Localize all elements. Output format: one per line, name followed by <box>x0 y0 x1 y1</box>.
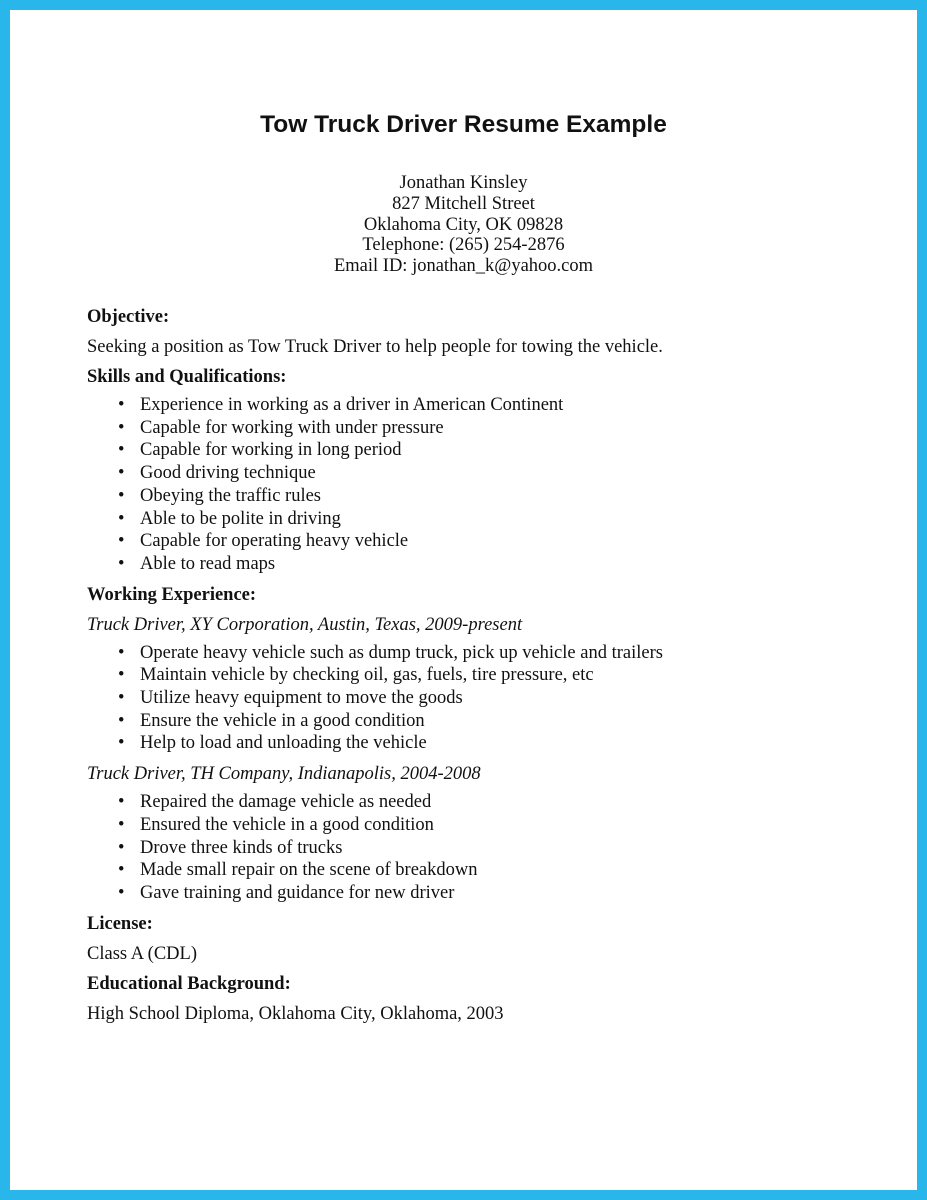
skill-item: • Experience in working as a driver in American Continent <box>87 394 887 417</box>
duty-item: • Gave training and guidance for new driver <box>87 882 887 905</box>
experience-heading: Working Experience: <box>87 584 257 605</box>
education-text: High School Diploma, Oklahoma City, Oklahoma, 2003 <box>87 1003 504 1024</box>
skills-list <box>87 394 887 576</box>
job-title: Truck Driver, TH Company, Indianapolis, 2004-2008 <box>87 764 481 785</box>
contact-block <box>10 173 917 277</box>
duty-item: • Help to load and unloading the vehicle <box>87 732 887 755</box>
skill-item: • Able to read maps <box>87 553 887 576</box>
skill-item: • Capable for working with under pressure <box>87 417 887 440</box>
job-duties-list <box>87 642 887 756</box>
duty-item: • Operate heavy vehicle such as dump truck, pick up vehicle and trailers <box>87 642 887 665</box>
objective-text: Seeking a position as Tow Truck Driver to help people for towing the vehicle. <box>87 337 663 357</box>
skill-item: • Capable for operating heavy vehicle <box>87 530 887 553</box>
duty-item: • Maintain vehicle by checking oil, gas, fuels, tire pressure, etc <box>87 664 887 687</box>
education-heading: Educational Background: <box>87 973 291 994</box>
duty-item: • Utilize heavy equipment to move the goods <box>87 687 887 710</box>
skill-item: • Obeying the traffic rules <box>87 485 887 508</box>
job-title: Truck Driver, XY Corporation, Austin, Texas, 2009-present <box>87 614 523 635</box>
duty-item: • Ensure the vehicle in a good condition <box>87 710 887 733</box>
license-heading: License: <box>87 913 153 934</box>
contact-phone: Telephone: (265) 254-2876 <box>362 235 565 256</box>
skill-item: • Good driving technique <box>87 462 887 485</box>
skills-heading: Skills and Qualifications: <box>87 367 287 387</box>
duty-item: • Ensured the vehicle in a good condition <box>87 814 887 837</box>
resume-body <box>87 306 887 1033</box>
license-text: Class A (CDL) <box>87 943 197 964</box>
contact-street: 827 Mitchell Street <box>392 193 535 214</box>
skill-item: • Able to be polite in driving <box>87 508 887 531</box>
contact-name: Jonathan Kinsley <box>399 173 528 193</box>
contact-email: Email ID: jonathan_k@yahoo.com <box>333 256 594 277</box>
job-duties-list <box>87 791 887 905</box>
duty-item: • Repaired the damage vehicle as needed <box>87 791 887 814</box>
contact-city: Oklahoma City, OK 09828 <box>363 214 564 235</box>
objective-heading: Objective: <box>87 307 170 327</box>
duty-item: • Drove three kinds of trucks <box>87 837 887 860</box>
skill-item: • Capable for working in long period <box>87 439 887 462</box>
page-title: Tow Truck Driver Resume Example <box>260 111 667 138</box>
duty-item: • Made small repair on the scene of breakdown <box>87 859 887 882</box>
